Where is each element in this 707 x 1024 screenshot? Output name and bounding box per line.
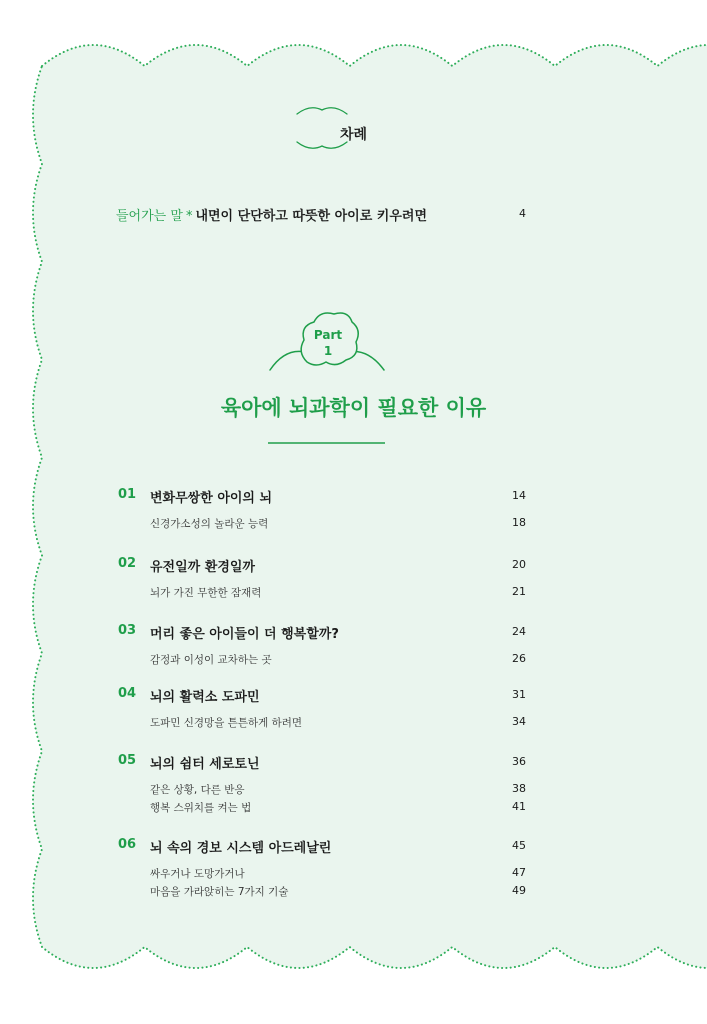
chapter-page: 45 bbox=[512, 839, 526, 852]
chapter-number: 06 bbox=[118, 837, 137, 852]
section-page: 47 bbox=[512, 866, 526, 879]
section-title[interactable]: 행복 스위치를 켜는 법 bbox=[150, 802, 252, 814]
section-title[interactable]: 도파민 신경망을 튼튼하게 하려면 bbox=[150, 717, 303, 729]
section-title[interactable]: 싸우거나 도망가거나 bbox=[150, 868, 245, 880]
intro-page: 4 bbox=[519, 207, 526, 220]
section-page: 21 bbox=[512, 585, 526, 598]
intro-label: 들어가는 말 bbox=[116, 209, 183, 224]
chapter-title[interactable]: 유전일까 환경일까 bbox=[150, 560, 255, 575]
section-title[interactable]: 감정과 이성이 교차하는 곳 bbox=[150, 654, 272, 666]
chapter-page: 31 bbox=[512, 688, 526, 701]
chapter-number: 04 bbox=[118, 686, 137, 701]
part-title: 육아에 뇌과학이 필요한 이유 bbox=[220, 396, 487, 420]
section-page: 18 bbox=[512, 516, 526, 529]
section-page: 41 bbox=[512, 800, 526, 813]
chapter-title[interactable]: 머리 좋은 아이들이 더 행복할까? bbox=[150, 627, 339, 642]
chapter-page: 36 bbox=[512, 755, 526, 768]
chapter-number: 02 bbox=[118, 556, 137, 571]
section-page: 34 bbox=[512, 715, 526, 728]
chapter-number: 03 bbox=[118, 623, 137, 638]
chapter-page: 14 bbox=[512, 489, 526, 502]
part-label: Part bbox=[313, 328, 343, 342]
part-number: 1 bbox=[323, 344, 333, 358]
chapter-number: 01 bbox=[118, 487, 137, 502]
chapter-title[interactable]: 뇌의 활력소 도파민 bbox=[150, 690, 260, 705]
chapter-title[interactable]: 뇌의 쉼터 세로토닌 bbox=[150, 757, 260, 772]
chapter-title[interactable]: 뇌 속의 경보 시스템 아드레날린 bbox=[150, 841, 332, 856]
section-title[interactable]: 같은 상황, 다른 반응 bbox=[150, 784, 245, 796]
chapter-page: 20 bbox=[512, 558, 526, 571]
section-title[interactable]: 신경가소성의 놀라운 능력 bbox=[150, 518, 269, 530]
star-icon: * bbox=[185, 209, 193, 224]
section-page: 26 bbox=[512, 652, 526, 665]
section-page: 38 bbox=[512, 782, 526, 795]
toc-heading: 차례 bbox=[339, 127, 368, 143]
section-title[interactable]: 마음을 가라앉히는 7가지 기술 bbox=[150, 886, 289, 898]
chapter-number: 05 bbox=[118, 753, 137, 768]
chapter-page: 24 bbox=[512, 625, 526, 638]
intro-title: 내면이 단단하고 따뜻한 아이로 키우려면 bbox=[195, 209, 428, 224]
chapter-title[interactable]: 변화무쌍한 아이의 뇌 bbox=[150, 491, 273, 506]
intro-entry[interactable] bbox=[116, 205, 427, 224]
section-title[interactable]: 뇌가 가진 무한한 잠재력 bbox=[150, 587, 262, 599]
section-page: 49 bbox=[512, 884, 526, 897]
